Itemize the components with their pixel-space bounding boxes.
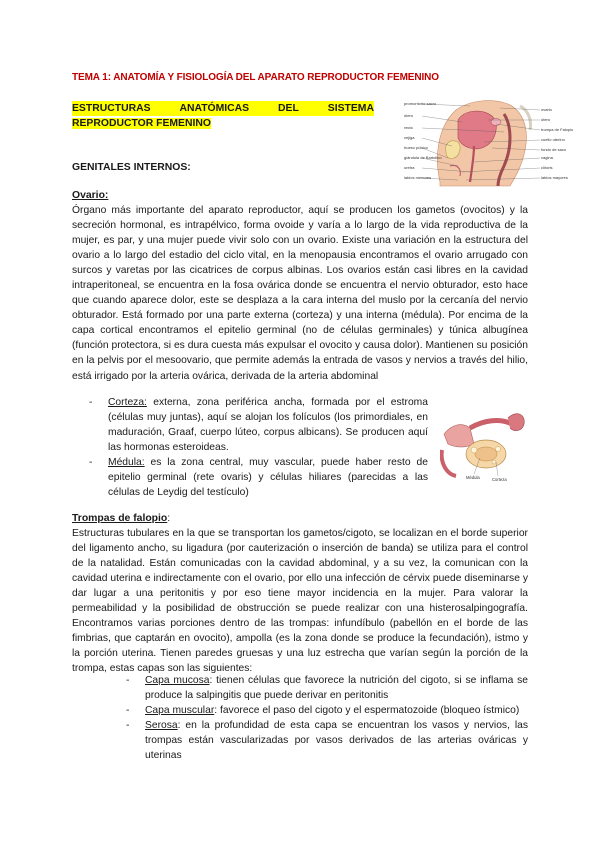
bullet-serosa	[126, 718, 528, 763]
bullet-text: : favorece el paso del cigoto y el espermatozoide (bloqueo ístmico)	[214, 705, 520, 717]
bullet-term: Corteza:	[108, 397, 147, 408]
bullet-text: : tienen células que favorece la nutrición del cigoto, si se inflama se produce la salpingitis que puede derivar en peritonitis	[145, 675, 528, 702]
bullet-text: : en la profundidad de esta capa se encuentran los vasos y nervios, las trompas están vascularizadas por vasos derivados de las arterias ováricas y uterinas	[145, 720, 528, 762]
ovario-heading: Ovario:	[72, 190, 109, 201]
figure-label: recto	[404, 125, 413, 130]
bullet-capa-muscular	[126, 703, 528, 718]
figure-label: vagina	[541, 155, 553, 160]
ovary-figure	[440, 404, 530, 486]
bullet-capa-mucosa	[126, 673, 528, 703]
figure-label: clítoris	[541, 165, 553, 170]
figure-label: uretra	[404, 165, 415, 170]
bullet-text: es la zona central, muy vascular, puede haber resto de epitelio germinal (rete ovaris) y células hiliares (parecidas a las células de Leydig del testículo)	[108, 457, 428, 499]
figure-label: vejiga	[404, 135, 415, 140]
figure-label: útero	[404, 113, 414, 118]
trompas-paragraph: Estructuras tubulares en la que se transportan los gametos/cigoto, se localizan en el borde superior del ligamento ancho, su ligadura (por cauterización o inserción de banda) se utiliza para el control de la natalidad. Están comunicadas con la cavidad abdominal, y a su vez, la comunican con la cavidad uterina e indirectamente con el ovario, por ello una infección de cérvix puede diseminarse y dar lugar a una peritonitis y por eso tiene mayor incidencia en la mujer. Para valorar la permeabilidad y la posibilidad de obstrucción se puede realizar con una histerosalpingografía. Encontramos varias porciones dentro de las trompas: infundíbulo (pabellón en el borde de las fimbrias, que captarán en ovocito), ampolla (es la zona donde se produce la fecundación), istmo y la porción uterina. Tienen paredes gruesas y una luz estrecha que varían según la porción de la trompa, estas capas son las siguientes:	[72, 528, 528, 675]
figure-label: glándula de Bartolino	[404, 155, 442, 160]
ovary-illustration	[440, 404, 530, 486]
figure-label: promontorio sacro	[404, 101, 437, 106]
figure-label: fondo de saco	[541, 147, 567, 152]
main-heading-line1	[72, 101, 374, 116]
trompas-heading: Trompas de falopio	[72, 513, 168, 524]
trompas-bullet-list	[126, 673, 528, 763]
figure-label: cuello uterino	[541, 137, 565, 142]
document-title: TEMA 1: ANATOMÍA Y FISIOLOGÍA DEL APARATO REPRODUCTOR FEMENINO	[72, 72, 439, 83]
main-heading	[72, 101, 374, 131]
figure-label: Médula	[466, 475, 480, 480]
bullet-corteza	[89, 395, 428, 455]
figure-label: labios menores	[404, 175, 432, 180]
bullet-term: Capa mucosa	[145, 675, 210, 686]
figure-label: ovario	[541, 107, 552, 112]
bullet-term: Médula:	[108, 457, 145, 469]
figure-label: hueso púbico	[404, 145, 428, 150]
ovario-bullet-list	[89, 395, 428, 500]
heading-word: ANATÓMICAS	[179, 103, 250, 114]
bullet-term: Capa muscular	[145, 705, 215, 717]
bullet-text: externa, zona periférica ancha, formada por el estroma (células muy juntas), aquí se alojan los folículos (los primordiales, en maduración, Graaf, cuerpo lúteo, corpus albicans). Se producen aquí las hormonas esteroideas.	[108, 397, 428, 454]
figure-label: útero	[541, 117, 551, 122]
heading-word: ESTRUCTURAS	[72, 103, 151, 114]
bullet-medula	[89, 455, 428, 500]
pelvis-anatomy-figure	[400, 96, 574, 188]
bullet-term: Serosa	[145, 720, 178, 732]
figure-label: Corteza	[492, 477, 507, 482]
heading-word: DEL	[278, 103, 299, 114]
trompas-heading-suffix: :	[167, 513, 171, 524]
trompas-heading-wrap	[72, 513, 170, 524]
ovario-paragraph: Órgano más importante del aparato reproductor, aquí se producen los gametos (ovocitos) y la secreción hormonal, es intrapélvico, forma ovoide y varía a lo largo de la vida reproductiva de la mujer, es par, y una mujer puede vivir solo con un ovario. Existe una variación en la estructura del ovario a lo largo del estadio del ciclo vital, en la menopausia encontramos el ovario arrugado con surcos y varetas por las cicatrices de corpus albinas. Los ovarios están casi libres en la cavidad intraperitoneal, se encuentra en la fosa ovárica donde se encuentra el nervio obturador, esto hace que cuando aparece dolor, este se desplaza a la cara interna del muslo por la cercanía del nervio obturador. Está formado por una parte externa (corteza) y una interna (médula). Por encima de la capa cortical encontramos el epitelio germinal (no de células germinales) y túnica albugínea (función protectora, si es dura cuesta más expulsar el ovocito y causa dolor). Mantienen su posición en la pelvis por el mesoovario, que permite además la entrada de vasos y nervios a través del hilio, está irrigado por la arteria ovárica, derivada de la arteria abdominal	[72, 205, 528, 382]
heading-word: SISTEMA	[327, 103, 374, 114]
figure-label: trompa de Falopio	[541, 127, 574, 132]
section-heading-internal: GENITALES INTERNOS:	[72, 162, 191, 173]
figure-label: labios mayores	[541, 175, 568, 180]
main-heading-line2: REPRODUCTOR FEMENINO	[72, 118, 211, 129]
